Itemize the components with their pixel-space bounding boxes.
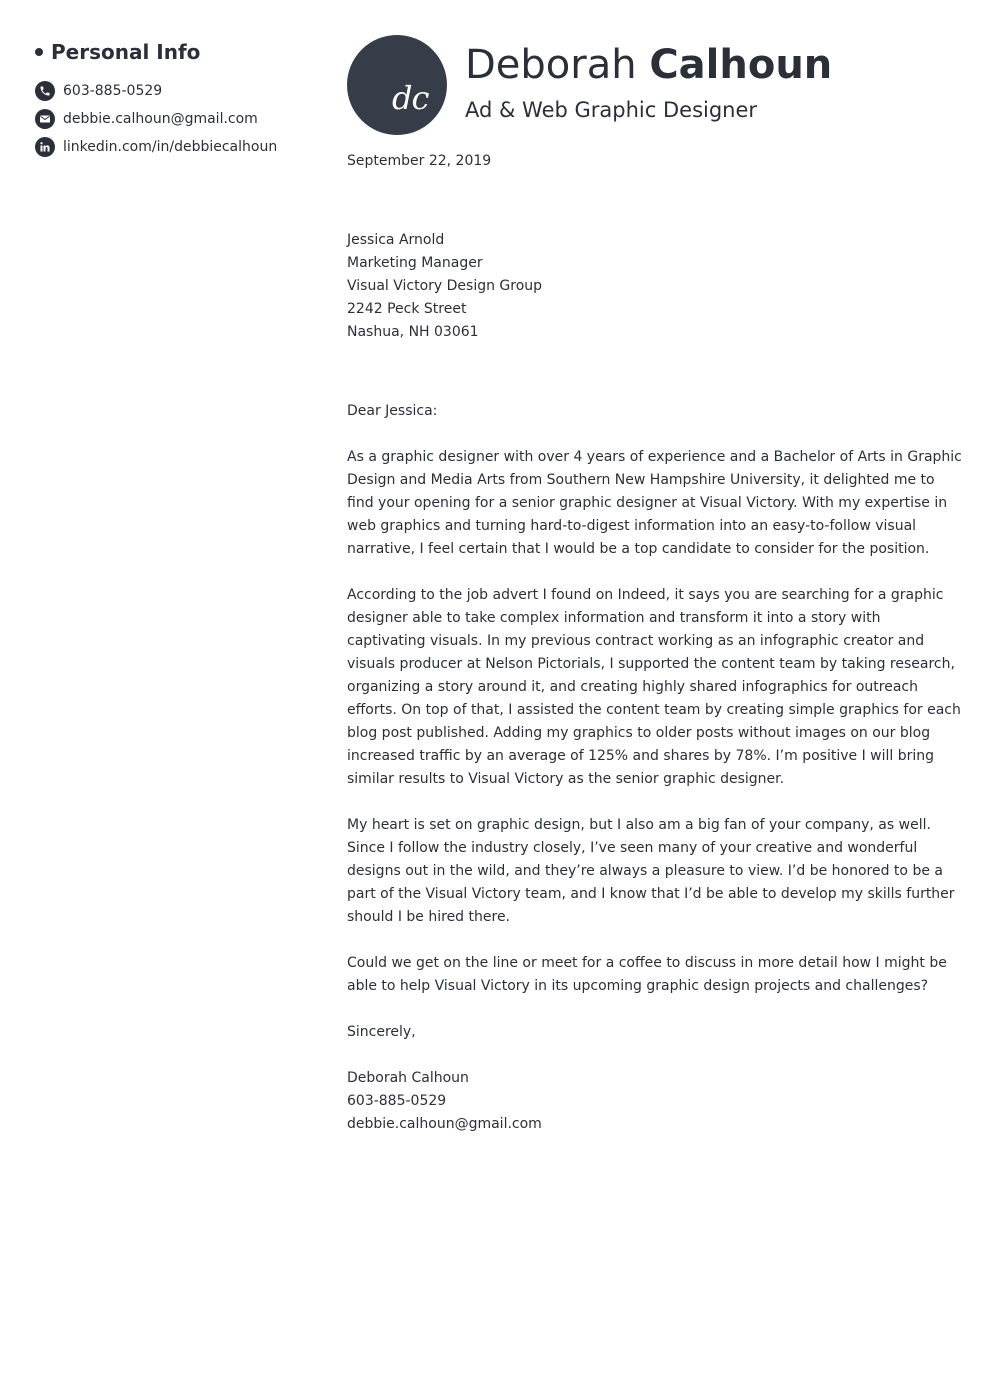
personal-info-heading-text: Personal Info [51, 40, 201, 64]
paragraph-4: Could we get on the line or meet for a coffee to discuss in more detail how I might be able to help Visual Victory in its upcoming graphic design projects and challenges? [347, 955, 947, 994]
paragraph-1: As a graphic designer with over 4 years of experience and a Bachelor of Arts in Graphic Design and Media Arts from Southern New Hampshire University, it delighted me to find your opening for a senior graphic designer at Visual Victory. With my expertise in web graphics and turning hard-to-digest information into an easy-to-follow visual narrative, I feel certain that I would be a top candidate to consider for the position. [347, 449, 962, 557]
recipient-name: Jessica Arnold [347, 232, 445, 248]
personal-info-heading [35, 38, 325, 66]
contact-linkedin [35, 133, 325, 161]
signature-block [347, 1067, 962, 1136]
recipient-block [347, 229, 962, 344]
recipient-company: Visual Victory Design Group [347, 278, 543, 294]
monogram-text: dc [392, 79, 429, 117]
contact-phone [35, 77, 325, 105]
paragraph-2: According to the job advert I found on Indeed, it says you are searching for a graphic designer able to take complex information and transform it into a story with captivating visuals. In my previous contract working as an infographic creator and visuals producer at Nelson Pictorials, I supported the content team by taking research, organizing a story around it, and creating highly shared infographics for outreach efforts. On top of that, I assisted the content team by creating simple graphics for each blog post published. Adding my graphics to older posts without images on our blog increased traffic by an average of 125% and shares by 78%. I’m positive I will bring similar results to Visual Victory as the senior graphic designer. [347, 587, 961, 787]
recipient-city: Nashua, NH 03061 [347, 324, 479, 340]
email-icon [35, 109, 55, 129]
paragraph-3: My heart is set on graphic design, but I also am a big fan of your company, as well. Since I follow the industry closely, I’ve seen many of your creative and wonderful designs out in the wild, and they’re always a pleasure to view. I’d be honored to be a part of the Visual Victory team, and I know that I’d be able to develop my skills further should I be hired there. [347, 817, 955, 925]
letter-body [347, 150, 962, 1136]
letter-date: September 22, 2019 [347, 153, 492, 169]
contact-linkedin-text[interactable]: linkedin.com/in/debbiecalhoun [63, 139, 278, 155]
contact-phone-text[interactable]: 603-885-0529 [63, 83, 163, 99]
monogram-avatar [347, 35, 447, 135]
job-title: Ad & Web Graphic Designer [465, 98, 758, 122]
bullet-icon [35, 48, 43, 56]
signature-name: Deborah Calhoun [347, 1070, 469, 1086]
signature-email: debbie.calhoun@gmail.com [347, 1116, 542, 1132]
recipient-street: 2242 Peck Street [347, 301, 467, 317]
recipient-title: Marketing Manager [347, 255, 483, 271]
candidate-name [465, 39, 832, 91]
sidebar [35, 38, 325, 161]
salutation: Dear Jessica: [347, 403, 438, 419]
contact-email [35, 105, 325, 133]
header [347, 35, 967, 135]
signature-phone: 603-885-0529 [347, 1093, 447, 1109]
contact-email-text[interactable]: debbie.calhoun@gmail.com [63, 111, 258, 127]
last-name: Calhoun [649, 42, 833, 88]
linkedin-icon [35, 137, 55, 157]
closing: Sincerely, [347, 1024, 416, 1040]
phone-icon [35, 81, 55, 101]
first-name: Deborah [465, 42, 637, 88]
